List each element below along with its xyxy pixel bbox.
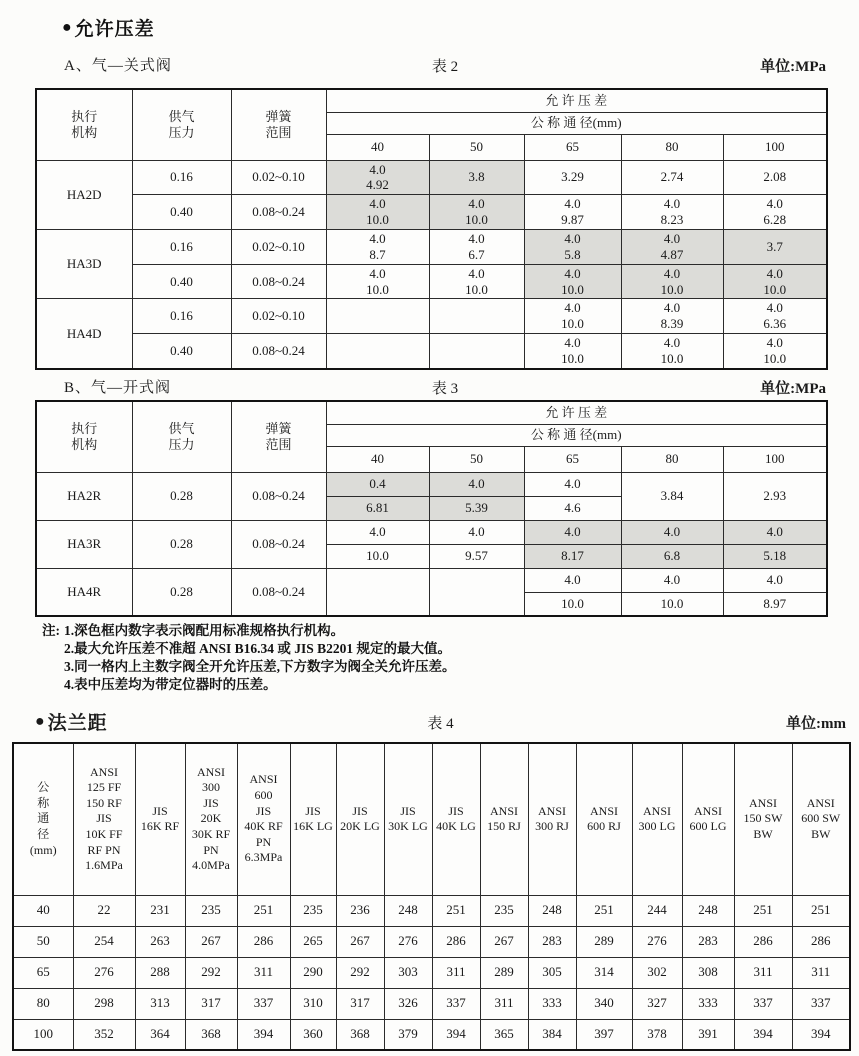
table-cell: 0.08~0.24 (231, 334, 326, 369)
table-cell: 251 (734, 895, 792, 926)
table-cell: 394 (432, 1019, 480, 1050)
table-cell: 317 (336, 988, 384, 1019)
table-cell: 235 (185, 895, 237, 926)
table-cell: 292 (185, 957, 237, 988)
table-cell: 248 (682, 895, 734, 926)
table-cell: 8.97 (723, 592, 827, 616)
table-cell: 5.39 (429, 496, 524, 520)
bullet-icon: ● (35, 712, 46, 730)
table-cell: 4.0 8.39 (621, 299, 723, 334)
table-cell: 4.0 4.92 (326, 160, 429, 195)
table-cell: 251 (792, 895, 850, 926)
table-cell: 0.40 (132, 264, 231, 299)
table-cell: 80 (621, 446, 723, 472)
table-cell: ANSI 600 LG (682, 743, 734, 895)
table-cell: ANSI 300 JIS 20K 30K RF PN 4.0MPa (185, 743, 237, 895)
table-cell: 337 (432, 988, 480, 1019)
table-cell: 286 (792, 926, 850, 957)
table2-unit: 单位:MPa (760, 59, 826, 75)
table-row (13, 957, 850, 988)
table-cell: 276 (384, 926, 432, 957)
table-cell: 3.84 (621, 472, 723, 520)
table-cell: HA2D (36, 160, 132, 229)
table-cell: 4.0 5.8 (524, 229, 621, 264)
table-cell: 251 (432, 895, 480, 926)
table-cell: 22 (73, 895, 135, 926)
notes-block (42, 622, 456, 694)
table3-caption-row (64, 376, 826, 400)
table-row (36, 229, 827, 264)
table-cell: JIS 40K LG (432, 743, 480, 895)
table-cell: 50 (429, 134, 524, 160)
table-cell: 283 (682, 926, 734, 957)
table-cell: 9.57 (429, 544, 524, 568)
table-cell: 3.7 (723, 229, 827, 264)
table-cell: 4.0 6.36 (723, 299, 827, 334)
table-air-to-open-valve (35, 400, 828, 617)
table-row (36, 472, 827, 496)
table-cell (429, 299, 524, 334)
table-cell: 314 (576, 957, 632, 988)
table-cell: 265 (290, 926, 336, 957)
table-cell: ANSI 125 FF 150 RF JIS 10K FF RF PN 1.6MPa (73, 743, 135, 895)
table-cell: 283 (528, 926, 576, 957)
table-cell (326, 299, 429, 334)
table-cell: 352 (73, 1019, 135, 1050)
table-cell: 298 (73, 988, 135, 1019)
table-cell: 40 (13, 895, 73, 926)
table3-caption: 表 3 (431, 381, 459, 397)
table-cell: 0.40 (132, 195, 231, 230)
table-row (36, 89, 827, 112)
table-cell: 80 (13, 988, 73, 1019)
table-cell: 231 (135, 895, 185, 926)
table-cell: 4.0 8.7 (326, 229, 429, 264)
note-line-4: 4.表中压差均为带定位器时的压差。 (64, 677, 277, 692)
table-cell: 267 (336, 926, 384, 957)
table-cell: 0.02~0.10 (231, 160, 326, 195)
table-cell: 4.0 10.0 (723, 334, 827, 369)
table-cell: 4.0 10.0 (621, 334, 723, 369)
table-cell: 302 (632, 957, 682, 988)
table2-body (36, 89, 827, 369)
table-row (36, 160, 827, 195)
table-cell: 248 (384, 895, 432, 926)
section-a-label: A、气—关式阀 (64, 58, 172, 74)
table-cell: 0.16 (132, 160, 231, 195)
table-cell: 248 (528, 895, 576, 926)
table-cell: 317 (185, 988, 237, 1019)
table2-caption-row (64, 54, 826, 78)
table-cell: 公 称 通 径 (mm) (13, 743, 73, 895)
table-cell: 394 (792, 1019, 850, 1050)
table-cell: 50 (13, 926, 73, 957)
table-cell: 235 (290, 895, 336, 926)
table-cell: 0.28 (132, 568, 231, 616)
table-cell: 0.08~0.24 (231, 472, 326, 520)
table-cell: 276 (73, 957, 135, 988)
table-cell: 384 (528, 1019, 576, 1050)
table-cell: 65 (524, 134, 621, 160)
table-cell: 263 (135, 926, 185, 957)
table-cell: ANSI 150 SW BW (734, 743, 792, 895)
table-cell: 5.18 (723, 544, 827, 568)
table-cell: 326 (384, 988, 432, 1019)
table-cell: 4.0 10.0 (621, 264, 723, 299)
table2-caption: 表 2 (431, 59, 459, 75)
allowable-pressure-heading (62, 14, 155, 41)
table-cell: 333 (528, 988, 576, 1019)
table-cell: 4.0 (524, 568, 621, 592)
table-cell: 执行 机构 (36, 89, 132, 160)
table-cell: JIS 20K LG (336, 743, 384, 895)
table-cell: 251 (237, 895, 290, 926)
table-cell: 4.0 (326, 520, 429, 544)
table-cell: 391 (682, 1019, 734, 1050)
table-cell: 303 (384, 957, 432, 988)
note-line-1: 1.深色框内数字表示阀配用标准规格执行机构。 (64, 623, 345, 638)
table-cell: 0.28 (132, 520, 231, 568)
table-cell: 4.0 8.23 (621, 195, 723, 230)
table-cell: 公 称 通 径(mm) (326, 424, 827, 446)
table-cell: 0.16 (132, 229, 231, 264)
table-cell: 10.0 (524, 592, 621, 616)
notes-lines (64, 622, 456, 694)
table-cell: 4.0 (524, 472, 621, 496)
table-cell: 4.0 10.0 (326, 264, 429, 299)
table-cell: 3.8 (429, 160, 524, 195)
table-cell: 337 (734, 988, 792, 1019)
table-cell: 弹簧 范围 (231, 401, 326, 472)
table-cell: 254 (73, 926, 135, 957)
table-cell: JIS 16K RF (135, 743, 185, 895)
table-row (13, 988, 850, 1019)
table-cell: 4.0 (621, 568, 723, 592)
table-cell: 308 (682, 957, 734, 988)
table-cell: 364 (135, 1019, 185, 1050)
table-cell: 4.0 (621, 520, 723, 544)
table-cell: ANSI 300 LG (632, 743, 682, 895)
table-cell: 4.0 10.0 (524, 299, 621, 334)
table-cell: 0.28 (132, 472, 231, 520)
table-row (36, 195, 827, 230)
table-cell: 267 (185, 926, 237, 957)
table-cell: 4.0 4.87 (621, 229, 723, 264)
table-cell: 允 许 压 差 (326, 89, 827, 112)
table-cell: JIS 16K LG (290, 743, 336, 895)
table-cell: 100 (723, 134, 827, 160)
table-cell: 4.0 (429, 472, 524, 496)
table-cell: 286 (432, 926, 480, 957)
table-cell: 267 (480, 926, 528, 957)
table-cell: 80 (621, 134, 723, 160)
table-cell: 311 (237, 957, 290, 988)
table-cell: 394 (734, 1019, 792, 1050)
table-cell: 弹簧 范围 (231, 89, 326, 160)
table-cell: HA4D (36, 299, 132, 369)
table-cell: 100 (13, 1019, 73, 1050)
table-cell: 4.6 (524, 496, 621, 520)
table-cell: 8.17 (524, 544, 621, 568)
table-cell: HA3R (36, 520, 132, 568)
table-cell: 6.8 (621, 544, 723, 568)
table-cell: 235 (480, 895, 528, 926)
table-cell: 0.08~0.24 (231, 195, 326, 230)
table-cell: 365 (480, 1019, 528, 1050)
table-cell: 0.4 (326, 472, 429, 496)
flange-distance-heading-row (35, 708, 846, 736)
table-cell: 311 (792, 957, 850, 988)
table-cell: 337 (237, 988, 290, 1019)
table-cell: ANSI 150 RJ (480, 743, 528, 895)
table-row (13, 895, 850, 926)
table-cell: 0.08~0.24 (231, 568, 326, 616)
table-cell: 40 (326, 134, 429, 160)
table-cell: 360 (290, 1019, 336, 1050)
table-air-to-close-valve (35, 88, 828, 370)
table-cell: 394 (237, 1019, 290, 1050)
table-flange-distance (12, 742, 851, 1051)
notes-label: 注: (42, 623, 60, 638)
table-cell: 378 (632, 1019, 682, 1050)
table-cell: 276 (632, 926, 682, 957)
table-cell (326, 334, 429, 369)
table-cell: 251 (576, 895, 632, 926)
table-cell: 40 (326, 446, 429, 472)
table-cell: 288 (135, 957, 185, 988)
table-cell: 执行 机构 (36, 401, 132, 472)
note-line-3: 3.同一格内上主数字阀全开允许压差,下方数字为阀全关允许压差。 (64, 659, 456, 674)
table-cell: 3.29 (524, 160, 621, 195)
table4-unit: 单位:mm (786, 716, 846, 732)
table-cell: 4.0 6.7 (429, 229, 524, 264)
table-cell: 4.0 (723, 520, 827, 544)
table-cell: 310 (290, 988, 336, 1019)
table-cell: HA2R (36, 472, 132, 520)
section-b-label: B、气—开式阀 (64, 380, 172, 396)
table-cell: 368 (185, 1019, 237, 1050)
table-cell: 289 (480, 957, 528, 988)
table-cell (326, 568, 429, 616)
table-cell: 4.0 10.0 (429, 195, 524, 230)
table-cell: 311 (480, 988, 528, 1019)
table-cell: 10.0 (621, 592, 723, 616)
table-cell: 327 (632, 988, 682, 1019)
table-cell: 337 (792, 988, 850, 1019)
note-line-2: 2.最大允许压差不准超 ANSI B16.34 或 JIS B2201 规定的最大值。 (64, 641, 452, 656)
table4-body (13, 743, 850, 1050)
table-cell: 2.93 (723, 472, 827, 520)
table-cell: 311 (734, 957, 792, 988)
table-cell: 236 (336, 895, 384, 926)
table-cell: 50 (429, 446, 524, 472)
table-cell: 4.0 (429, 520, 524, 544)
table-cell: 100 (723, 446, 827, 472)
table-cell: ANSI 600 RJ (576, 743, 632, 895)
bullet-icon: ● (62, 18, 73, 36)
table-row (13, 743, 850, 895)
table-cell: 4.0 9.87 (524, 195, 621, 230)
table-cell: 6.81 (326, 496, 429, 520)
table-cell: 4.0 6.28 (723, 195, 827, 230)
allowable-pressure-title: 允许压差 (74, 19, 155, 40)
flange-distance-title: 法兰距 (47, 713, 108, 734)
table-cell: 311 (432, 957, 480, 988)
table-cell: 4.0 10.0 (723, 264, 827, 299)
table-cell: 333 (682, 988, 734, 1019)
table-cell: 供气 压力 (132, 89, 231, 160)
table-row (36, 568, 827, 592)
table-cell: 292 (336, 957, 384, 988)
table-cell: 4.0 (723, 568, 827, 592)
table-row (36, 520, 827, 544)
table-cell: 10.0 (326, 544, 429, 568)
table-row (36, 299, 827, 334)
table-cell: 4.0 (524, 520, 621, 544)
table-cell: 0.40 (132, 334, 231, 369)
table-cell: 4.0 10.0 (326, 195, 429, 230)
table-row (13, 926, 850, 957)
table-cell: 340 (576, 988, 632, 1019)
table-cell: 65 (13, 957, 73, 988)
table-cell: 4.0 10.0 (524, 334, 621, 369)
table-cell: 289 (576, 926, 632, 957)
table-cell: 0.08~0.24 (231, 264, 326, 299)
table-cell: 4.0 10.0 (524, 264, 621, 299)
table-cell (429, 334, 524, 369)
table-cell: HA4R (36, 568, 132, 616)
table-cell: 4.0 10.0 (429, 264, 524, 299)
table-row (36, 264, 827, 299)
table-cell: ANSI 300 RJ (528, 743, 576, 895)
table4-caption: 表 4 (427, 716, 454, 732)
table-cell: ANSI 600 JIS 40K RF PN 6.3MPa (237, 743, 290, 895)
table-cell: 244 (632, 895, 682, 926)
table-cell: 286 (734, 926, 792, 957)
table-cell: 供气 压力 (132, 401, 231, 472)
table-cell: 286 (237, 926, 290, 957)
table-cell: 0.16 (132, 299, 231, 334)
table-cell: 290 (290, 957, 336, 988)
table-cell: JIS 30K LG (384, 743, 432, 895)
table-cell: 2.74 (621, 160, 723, 195)
table-cell (429, 568, 524, 616)
table-row (36, 334, 827, 369)
table-cell: 0.08~0.24 (231, 520, 326, 568)
table-cell: ANSI 600 SW BW (792, 743, 850, 895)
table-cell: 305 (528, 957, 576, 988)
table-cell: HA3D (36, 229, 132, 298)
table-row (13, 1019, 850, 1050)
table-row (36, 401, 827, 424)
table-cell: 0.02~0.10 (231, 299, 326, 334)
table-cell: 2.08 (723, 160, 827, 195)
table-cell: 379 (384, 1019, 432, 1050)
table-cell: 397 (576, 1019, 632, 1050)
table-cell: 65 (524, 446, 621, 472)
table3-body (36, 401, 827, 616)
table-cell: 368 (336, 1019, 384, 1050)
table-cell: 公 称 通 径(mm) (326, 112, 827, 134)
table-cell: 0.02~0.10 (231, 229, 326, 264)
table-cell: 313 (135, 988, 185, 1019)
table3-unit: 单位:MPa (760, 381, 826, 397)
table-cell: 允 许 压 差 (326, 401, 827, 424)
